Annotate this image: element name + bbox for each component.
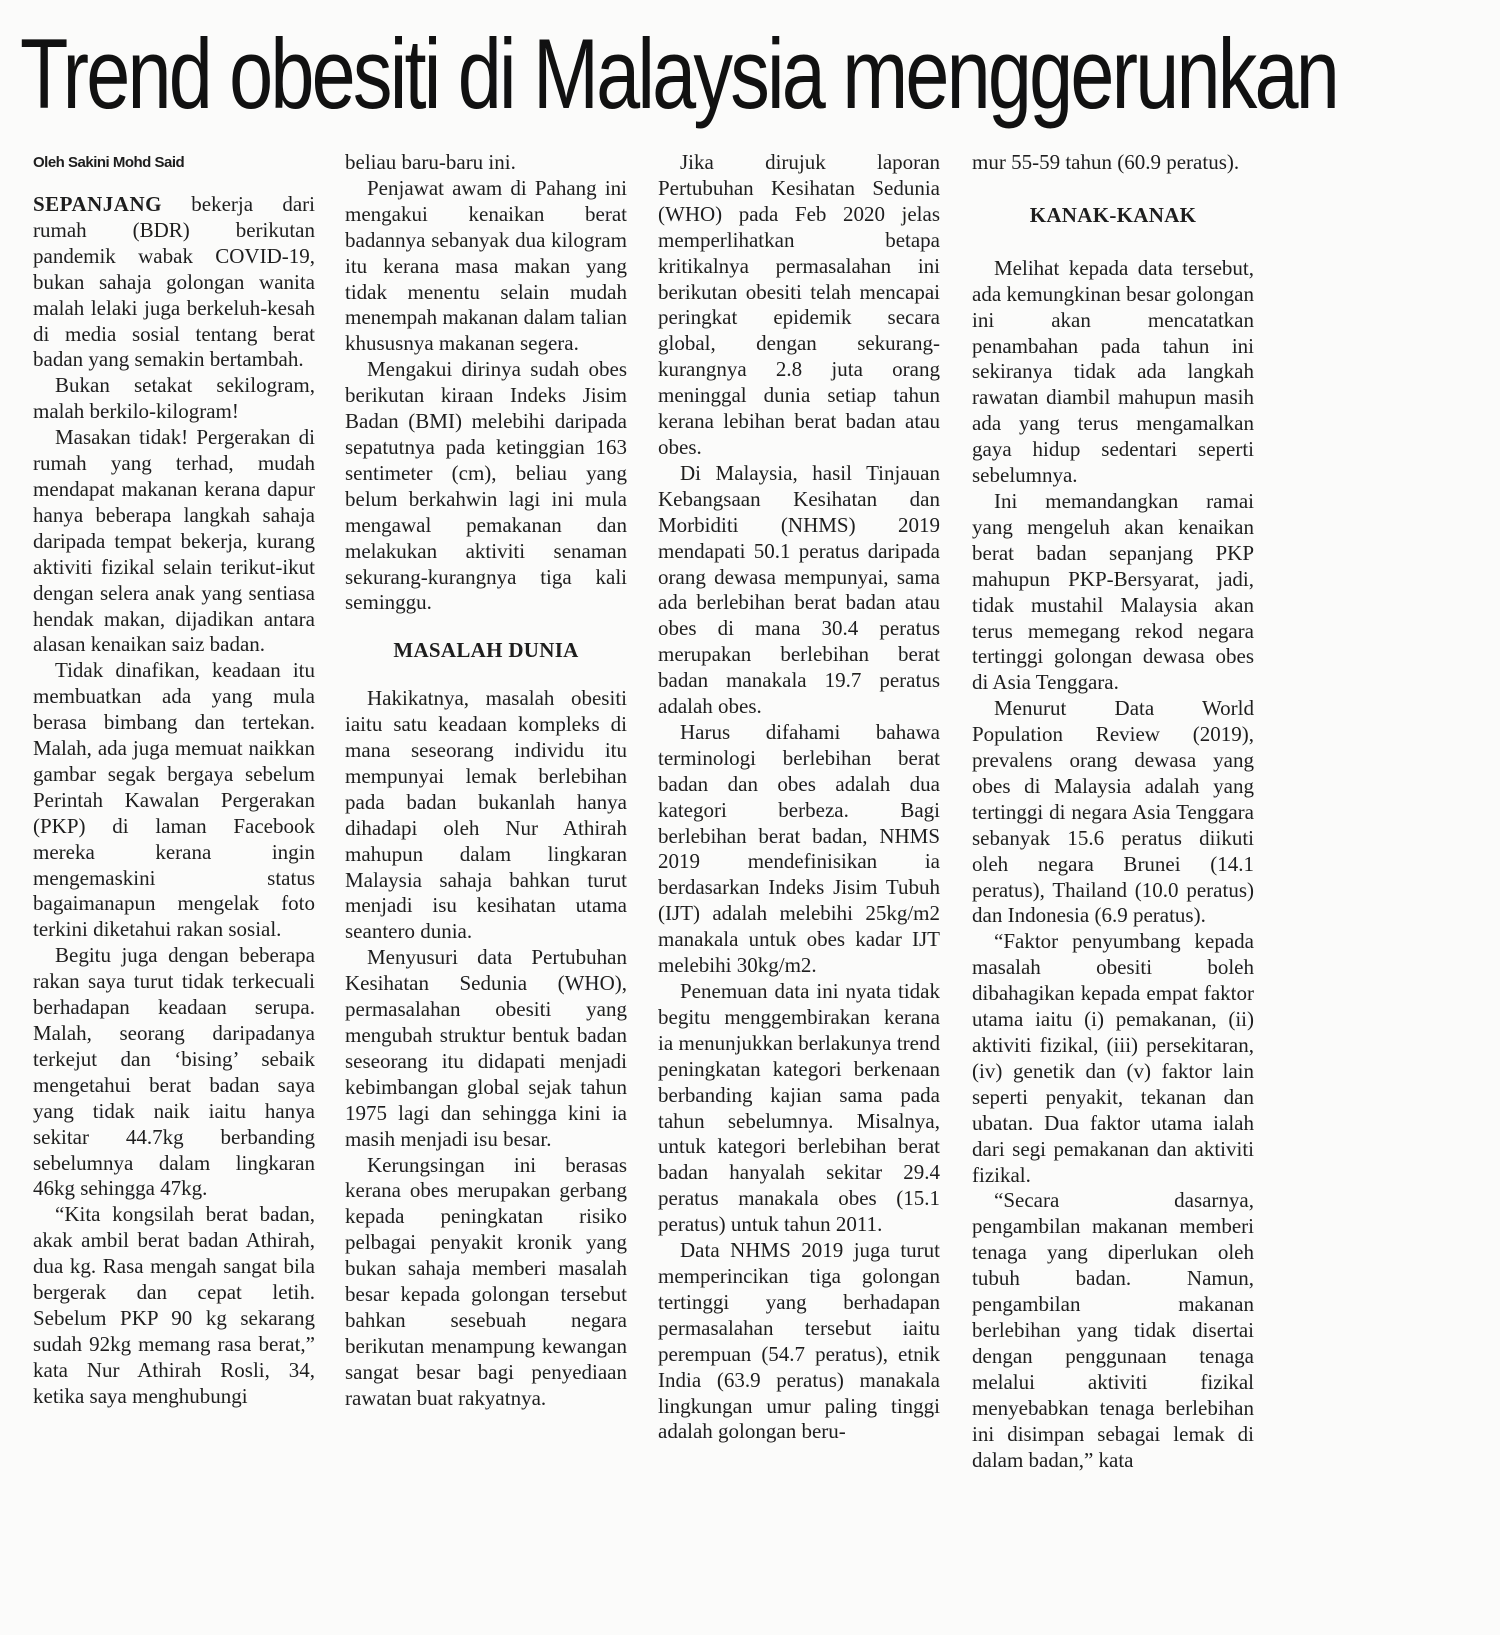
paragraph: Harus difahami bahawa terminologi berlebihan berat badan dan obes adalah dua kategori berbeza. Bagi berlebihan berat badan, NHMS 2019 mendefinisikan ia berdasarkan Indeks Jisim Tubuh (IJT) adalah melebihi 25kg/m2 manakala untuk obes kadar IJT melebihi 30kg/m2. (658, 719, 940, 978)
article-column-4 (972, 150, 1254, 1473)
article-column-2 (345, 150, 627, 1412)
paragraph: Tidak dinafikan, keadaan itu membuatkan ada yang mula berasa bimbang dan tertekan. Malah, ada juga memuat naikkan gambar segak bergaya sebelum Perintah Kawalan Pergerakan (PKP) di laman Facebook mereka kerana ingin mengemaskini status bagaimanapun mengelak foto terkini diketahui rakan sosial. (33, 658, 315, 942)
paragraph: Kerungsingan ini berasas kerana obes merupakan gerbang kepada peningkatan risiko pelbagai penyakit kronik yang bukan sahaja memberi masalah besar kepada golongan tersebut bahkan sesebuah negara berikutan menampung kewangan sangat besar bagi penyediaan rawatan buat rakyatnya. (345, 1152, 627, 1410)
paragraph: Mengakui dirinya sudah obes berikutan kiraan Indeks Jisim Badan (BMI) melebihi daripada sepatutnya pada ketinggian 163 sentimeter (cm), beliau yang belum berkahwin lagi ini mula mengawal pemakanan dan melakukan aktiviti senaman sekurang-kurangnya tiga kali seminggu. (345, 357, 627, 615)
paragraph: Data NHMS 2019 juga turut memperincikan tiga golongan tertinggi yang berhadapan permasalahan tersebut iaitu perempuan (54.7 peratus), etnik India (63.9 peratus) manakala lingkungan umur paling tinggi adalah golongan beru- (658, 1238, 940, 1444)
paragraph (33, 192, 315, 373)
paragraph: Masakan tidak! Pergerakan di rumah yang terhad, mudah mendapat makanan kerana dapur hanya beberapa langkah sahaja daripada tempat bekerja, kurang aktiviti fizikal selain terikut-ikut dengan selera anak yang sentiasa hendak makan, dijadikan antara alasan kenaikan saiz badan. (33, 425, 315, 657)
paragraph: Melihat kepada data tersebut, ada kemungkinan besar golongan ini akan mencatatkan penambahan pada tahun ini sekiranya tidak ada langkah rawatan diambil mahupun masih ada yang terus mengamalkan gaya hidup sedentari seperti sebelumnya. (972, 255, 1254, 488)
paragraph: beliau baru-baru ini. (345, 150, 516, 174)
paragraph: Penemuan data ini nyata tidak begitu menggembirakan kerana ia menunjukkan berlakunya trend peningkatan kategori berkenaan berbanding kajian sama pada tahun sebelumnya. Misalnya, untuk kategori berlebihan berat badan hanyalah sekitar 29.4 peratus manakala obes (15.1 peratus) untuk tahun 2011. (658, 979, 940, 1237)
paragraph: Hakikatnya, masalah obesiti iaitu satu keadaan kompleks di mana seseorang individu itu mempunyai lemak berlebihan pada badan bukanlah hanya dihadapi oleh Nur Athirah mahupun dalam lingkaran Malaysia sahaja bahkan turut menjadi isu kesihatan utama seantero dunia. (345, 686, 627, 944)
lead-word: SEPANJANG (33, 192, 162, 216)
paragraph: “Kita kongsilah berat badan, akak ambil berat badan Athirah, dua kg. Rasa mengah sangat bila bergerak dan cepat letih. Sebelum PKP 90 kg sekarang sudah 92kg memang rasa berat,” kata Nur Athirah Rosli, 34, ketika saya menghubungi (33, 1202, 315, 1408)
paragraph: Ini memandangkan ramai yang mengeluh akan kenaikan berat badan sepanjang PKP mahupun PKP-Bersyarat, jadi, tidak mustahil Malaysia akan terus memegang rekod negara tertinggi golongan dewasa obes di Asia Tenggara. (972, 488, 1254, 695)
byline: Oleh Sakini Mohd Said (33, 154, 185, 171)
paragraph: Jika dirujuk laporan Pertubuhan Kesihatan Sedunia (WHO) pada Feb 2020 jelas memperlihatkan betapa kritikalnya permasalahan ini berikutan obesiti telah mencapai peringkat epidemik secara global, dengan sekurang-kurangnya 2.8 juta orang meninggal dunia setiap tahun kerana lebihan berat badan atau obes. (658, 150, 940, 459)
paragraph: Di Malaysia, hasil Tinjauan Kebangsaan Kesihatan dan Morbiditi (NHMS) 2019 mendapati 50.1 peratus daripada orang dewasa mempunyai, sama ada berlebihan berat badan atau obes di mana 30.4 peratus merupakan berlebihan berat badan manakala 19.7 peratus adalah obes. (658, 460, 940, 719)
subheading: MASALAH DUNIA (393, 638, 579, 663)
subheading: KANAK-KANAK (1029, 202, 1197, 227)
paragraph: “Faktor penyumbang kepada masalah obesiti boleh dibahagikan kepada empat faktor utama iaitu (i) pemakanan, (ii) aktiviti fizikal, (iii) persekitaran, (iv) genetik dan (v) faktor lain seperti penyakit, tekanan dan ubatan. Dua faktor utama ialah dari segi pemakanan dan aktiviti fizikal. (972, 929, 1254, 1187)
paragraph: Penjawat awam di Pahang ini mengakui kenaikan berat badannya sebanyak dua kilogram itu kerana masa makan yang tidak menentu selain mudah menempah makanan dalam talian khususnya makanan segera. (345, 175, 627, 356)
paragraph: “Secara dasarnya, pengambilan makanan memberi tenaga yang diperlukan oleh tubuh badan. Namun, pengambilan makanan berlebihan yang tidak disertai dengan penggunaan tenaga melalui aktiviti fizikal menyebabkan tenaga berlebihan ini disimpan sebagai lemak di dalam badan,” kata (972, 1188, 1254, 1472)
paragraph-text: bekerja dari rumah (BDR) berikutan pandemik wabak COVID-19, bukan sahaja golongan wanita malah lelaki juga berkeluh-kesah di media sosial tentang berat badan yang semakin bertambah. (33, 192, 315, 372)
article-column-3 (658, 150, 940, 1445)
article-column-1 (33, 150, 315, 1410)
paragraph: Bukan setakat sekilogram, malah berkilo-kilogram! (33, 373, 315, 424)
paragraph: Menurut Data World Population Review (2019), prevalens orang dewasa yang obes di Malaysia adalah yang tertinggi di negara Asia Tenggara sebanyak 15.6 peratus diikuti oleh negara Brunei (14.1 peratus), Thailand (10.0 peratus) dan Indonesia (6.9 peratus). (972, 696, 1254, 928)
paragraph: mur 55-59 tahun (60.9 peratus). (972, 150, 1240, 174)
paragraph: Begitu juga dengan beberapa rakan saya turut tidak terkecuali berhadapan keadaan serupa. Malah, seorang daripadanya terkejut dan ‘bising’ sebaik mengetahui berat badan saya yang tidak naik iaitu hanya sekitar 44.7kg berbanding sebelumnya dalam lingkaran 46kg sehingga 47kg. (33, 943, 315, 1201)
paragraph: Menyusuri data Pertubuhan Kesihatan Sedunia (WHO), permasalahan obesiti yang mengubah struktur bentuk badan seseorang itu didapati menjadi kebimbangan global sejak tahun 1975 lagi dan sehingga kini ia masih menjadi isu besar. (345, 945, 627, 1151)
article-headline: Trend obesiti di Malaysia menggerunkan (20, 18, 1338, 129)
